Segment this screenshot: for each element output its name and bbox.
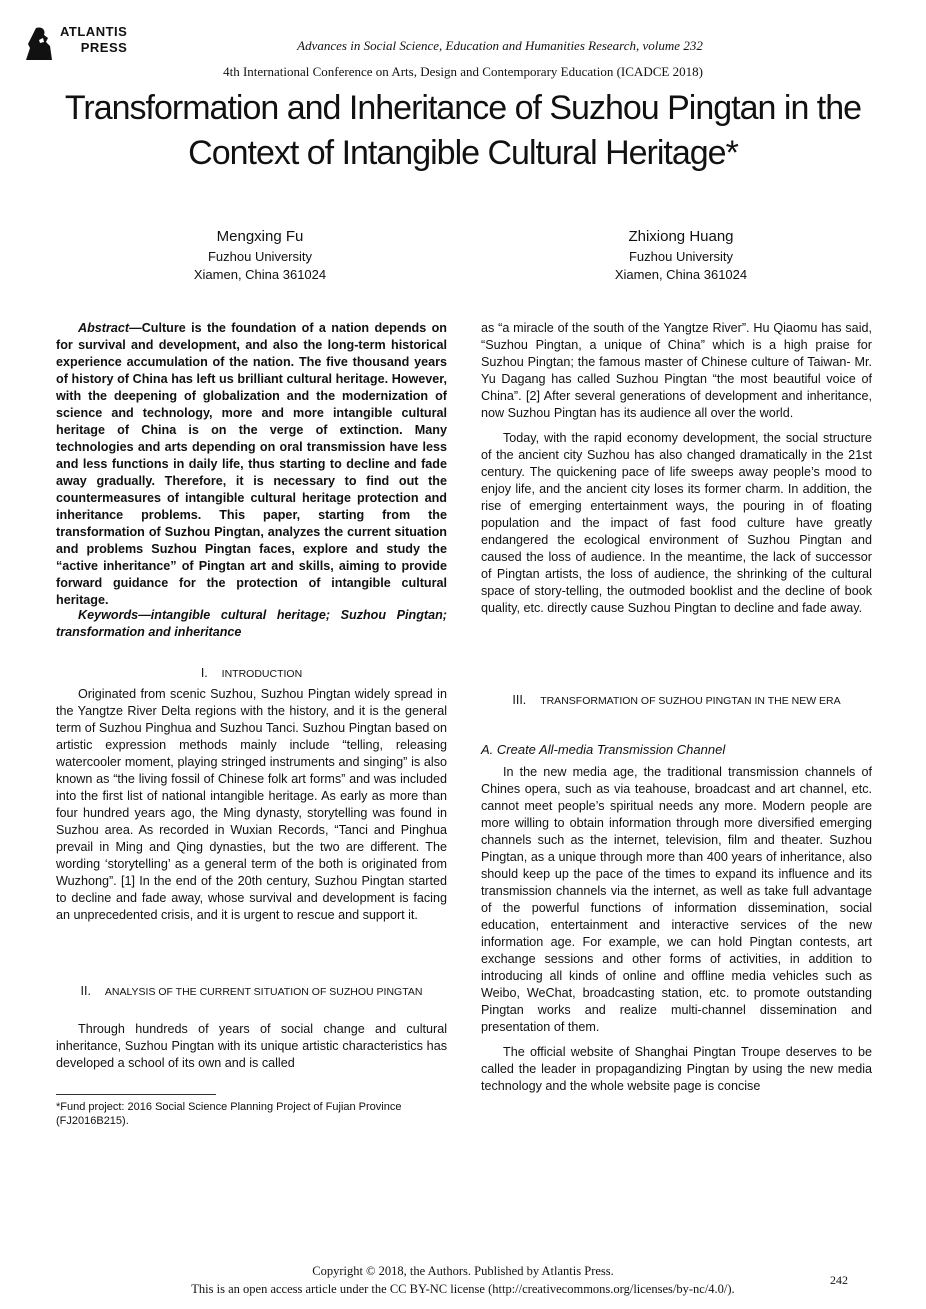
subsection-heading: A. Create All-media Transmission Channel (481, 742, 726, 757)
author-affiliation: Fuzhou University (628, 249, 734, 264)
abstract-label: Abstract (78, 321, 130, 335)
abstract (56, 320, 447, 609)
keywords-text: —intangible cultural heritage; Suzhou Pingtan; transformation and inheritance (56, 608, 447, 639)
conference-name: 4th International Conference on Arts, Design and Contemporary Education (ICADCE 2018) (223, 64, 703, 79)
paragraph: Today, with the rapid economy development, the social structure of the ancient city Suzhou has also changed dramatically in the 21st century. The quickening pace of life sweeps away people’s mood to enjoy life, and the ancient city loses its former charm. In addition, the rise of emerging entertainment ways, the pouring in of floating population and the impact of fast food culture have greatly endangered the ecological environment of Suzhou Pingtan and caused the loss of audience. In the meantime, the lack of successor of Pingtan artists, the loss of audience, the shrinking of the cultural space of story-telling, the outmoded booklist and the decline of book quality, etc. directly cause Suzhou Pingtan to decline and fade away. (481, 431, 872, 615)
section-1-body (56, 686, 447, 924)
section-number: III. (512, 693, 527, 707)
license-text: This is an open access article under the CC BY-NC license (http://creativecommons.org/licenses/by-nc/4.0/). (191, 1282, 735, 1296)
paragraph: Through hundreds of years of social change and cultural inheritance, Suzhou Pingtan with its unique artistic characteristics has developed a school of its own and is called (56, 1022, 447, 1070)
section-number: I. (200, 666, 208, 680)
logo-text: ATLANTIS PRESS (60, 24, 128, 55)
keywords (56, 607, 447, 641)
section-2-continued (481, 320, 872, 617)
footnote-divider (56, 1094, 216, 1095)
section-number: II. (80, 984, 91, 998)
section-title: ANALYSIS OF THE CURRENT SITUATION OF SUZHOU PINGTAN (104, 986, 423, 998)
paragraph: The official website of Shanghai Pingtan Troupe deserves to be called the leader in propagandizing Pingtan by using the new media technology and the whole website page is concise (481, 1045, 872, 1093)
author-name: Mengxing Fu (216, 228, 304, 245)
paragraph: In the new media age, the traditional transmission channels of Chines opera, such as via teahouse, broadcast and art channel, etc. cannot meet people’s spiritual needs any more. Modern people are more willing to obtain information through more diversified emerging channels such as the internet, television, film and theater. Suzhou Pingtan, as a unique through more than 400 years of inheritance, also should keep up the pace of the times to expand its influence and its transmission channels via the internet, as well as take full advantage of the powerful functions of information dissemination, social education, entertainment and interactive services of the new information age. For example, we can hold Pingtan contests, art exchange sessions and other forms of activities, in addition to introducing all kinds of online and offline media vehicles such as Weibo, WeChat, broadcasting station, etc. to promote outstanding Pingtan works and realize multi-channel dissemination and presentation of them. (481, 765, 872, 1034)
copyright-text: Copyright © 2018, the Authors. Published by Atlantis Press. (312, 1264, 614, 1278)
page-number: 242 (830, 1273, 848, 1287)
author-name: Zhixiong Huang (628, 228, 734, 245)
keywords-label: Keywords (78, 608, 139, 622)
author-affiliation: Fuzhou University (207, 249, 313, 264)
copyright-footer (0, 1262, 926, 1298)
section-title: INTRODUCTION (221, 668, 303, 680)
journal-name: Advances in Social Science, Education and Humanities Research, volume 232 (297, 38, 703, 53)
atlantis-press-logo (22, 22, 142, 62)
paper-title: Transformation and Inheritance of Suzhou Pingtan in the Context of Intangible Cultural Heritage* (64, 89, 862, 172)
section-heading-2 (56, 983, 447, 1000)
section-title: TRANSFORMATION OF SUZHOU PINGTAN IN THE NEW ERA (540, 695, 841, 707)
abstract-text: —Culture is the foundation of a nation depends on for survival and development, and also the long-term historical experience accumulation of the nation. The five thousand years of history of China has left us brilliant cultural heritage. However, with the deepening of globalization and the modernization of science and technology, more and more intangible cultural heritage of China is on the verge of extinction. Many technologies and arts depending on oral transmission have less and less functions in daily life, thus starting to decline and fade away gradually. Therefore, it is necessary to find out the countermeasures of intangible cultural heritage protection and inheritance problems. This paper, starting from the transformation of Suzhou Pingtan, analyzes the current situation and problems Suzhou Pingtan faces, explore and study the “active inheritance” of Pingtan art and skills, aiming to provide forward guidance for the protection of intangible cultural heritage. (56, 321, 447, 607)
paragraph: Originated from scenic Suzhou, Suzhou Pingtan widely spread in the Yangtze River Delta regions with the history, and it is the general term of Suzhou Pinghua and Suzhou Tanci. Suzhou Pingtan based on artistic expression methods mainly include “telling, releasing watercooler moment, playing stringed instruments and singing” is also known as “the living fossil of Chinese folk art forms” and was included into the first list of national intangible heritage. As early as more than four hundred years ago, the Ming dynasty, storytelling was found in Suzhou area. As recorded in Wuxian Records, “Tanci and Pinghua prevail in Ming and Qing dynasties, but the two are different. The wording ‘storytelling’ as a general term of the both is originated from Wuzhong”. [1] In the end of the 20th century, Suzhou Pingtan started to decline and fade away, whose survival and development is facing an unprecedented crisis, and it is urgent to rescue and support it. (56, 687, 447, 922)
footnote: *Fund project: 2016 Social Science Planning Project of Fujian Province (FJ2016B215). (56, 1101, 402, 1127)
author-1 (110, 226, 410, 284)
author-2 (531, 226, 831, 284)
author-address: Xiamen, China 361024 (193, 267, 327, 282)
section-heading-3 (481, 692, 872, 709)
section-2-body (56, 1021, 447, 1072)
author-address: Xiamen, China 361024 (614, 267, 748, 282)
section-3-body (481, 764, 872, 1095)
section-heading-1 (56, 665, 447, 682)
paragraph: as “a miracle of the south of the Yangtze River”. Hu Qiaomu has said, “Suzhou Pingtan, a unique of China” which is a high praise for Suzhou Pingtan; the famous master of Chinese culture of Taiwan- Mr. Yu Dagang has called Suzhou Pingtan “the most beautiful voice of China”. [2] After several generations of development and inheritance, now Suzhou Pingtan has its audience all over the world. (481, 321, 872, 420)
thinker-icon (22, 26, 58, 62)
